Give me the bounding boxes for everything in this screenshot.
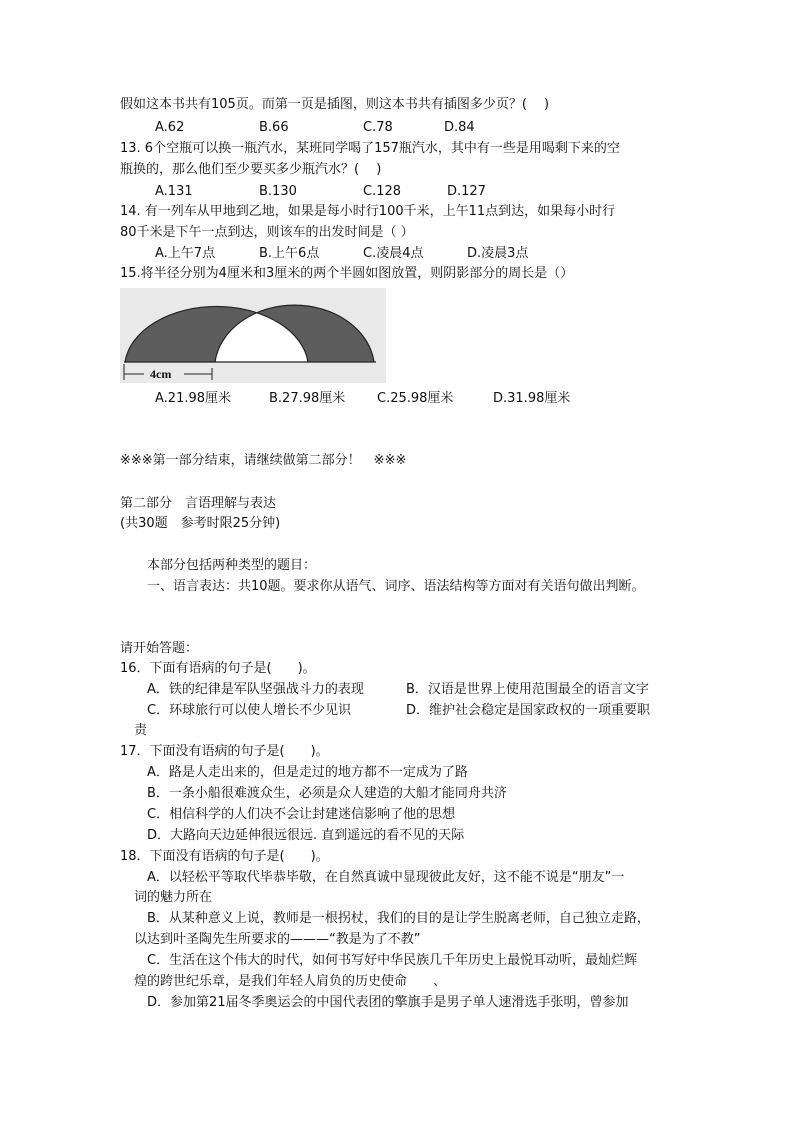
q16-option-d[interactable]: D．维护社会稳定是国家政权的一项重要职: [406, 703, 651, 718]
part2-title: 第二部分 言语理解与表达: [120, 496, 277, 511]
q17-stem: 17．下面没有语病的句子是( )。: [120, 744, 329, 759]
q15-stem: 15.将半径分别为4厘米和3厘米的两个半圆如图放置，则阴影部分的周长是（）: [120, 266, 574, 281]
q12-option-a[interactable]: A.62: [155, 120, 185, 135]
q14-option-d[interactable]: D.凌晨3点: [467, 246, 529, 261]
q16-stem: 16．下面有语病的句子是( )。: [120, 661, 316, 676]
q13-stem-line2: 瓶换的，那么他们至少要买多少瓶汽水？( ): [120, 162, 382, 177]
part2-intro: 本部分包括两种类型的题目：: [147, 558, 317, 573]
dimension-label: 4cm: [150, 367, 172, 381]
q18-option-a[interactable]: A．以轻松平等取代毕恭毕敬，在自然真诚中显现彼此友好，这不能不说是“朋友”一: [147, 870, 625, 885]
q18-option-a-cont: 词的魅力所在: [134, 890, 213, 905]
q13-option-d[interactable]: D.127: [447, 184, 486, 199]
q18-option-d[interactable]: D．参加第21届冬季奥运会的中国代表团的擎旗手是男子单人速滑选手张明，曾参加: [147, 995, 629, 1010]
q14-option-a[interactable]: A.上午7点: [155, 246, 216, 261]
q13-stem-line1: 13. 6个空瓶可以换一瓶汽水，某班同学喝了157瓶汽水，其中有一些是用喝剩下来的空: [120, 141, 620, 156]
q17-option-d[interactable]: D．大路向天边延伸很远很远. 直到遥远的看不见的天际: [147, 828, 465, 843]
q12-option-c[interactable]: C.78: [363, 120, 393, 135]
q13-option-c[interactable]: C.128: [363, 184, 402, 199]
q14-option-b[interactable]: B.上午6点: [259, 246, 320, 261]
q14-stem-line1: 14. 有一列车从甲地到乙地，如果是每小时行100千米，上午11点到达，如果每小时行: [120, 204, 616, 219]
q16-option-c[interactable]: C．环球旅行可以使人增长不少见识: [147, 703, 352, 718]
q16-option-d-cont: 责: [134, 723, 148, 738]
q13-option-b[interactable]: B.130: [259, 184, 297, 199]
q14-option-c[interactable]: C.凌晨4点: [363, 246, 424, 261]
q13-option-a[interactable]: A.131: [155, 184, 193, 199]
q15-option-b[interactable]: B.27.98厘米: [269, 391, 346, 406]
start-answering: 请开始答题：: [120, 641, 199, 656]
q18-option-b[interactable]: B．从某种意义上说，教师是一根拐杖，我们的目的是让学生脱离老师，自己独立走路，: [147, 911, 650, 926]
q12-option-d[interactable]: D.84: [444, 120, 475, 135]
q15-option-c[interactable]: C.25.98厘米: [377, 391, 454, 406]
part1-end-notice: ※※※第一部分结束，请继续做第二部分！ ※※※: [120, 453, 407, 468]
q17-option-c[interactable]: C．相信科学的人们决不会让封建迷信影响了他的思想: [147, 807, 456, 822]
q16-option-a[interactable]: A．铁的纪律是军队坚强战斗力的表现: [147, 682, 364, 697]
q12-stem: 假如这本书共有105页。而第一页是插图，则这本书共有插图多少页？( ): [120, 97, 550, 112]
q18-option-c[interactable]: C．生活在这个伟大的时代，如何书写好中华民族几千年历史上最悦耳动听，最灿烂辉: [147, 953, 638, 968]
q17-option-b[interactable]: B．一条小船很难渡众生，必须是众人建造的大船才能同舟共济: [147, 786, 507, 801]
q15-option-a[interactable]: A.21.98厘米: [155, 391, 232, 406]
q16-option-b[interactable]: B．汉语是世界上使用范围最全的语言文字: [406, 682, 649, 697]
q18-option-c-cont: 煌的跨世纪乐章，是我们年轻人肩负的历史使命 、: [134, 974, 447, 989]
q18-option-b-cont: 以达到叶圣陶先生所要求的———“教是为了不教”: [134, 932, 421, 947]
q12-option-b[interactable]: B.66: [259, 120, 289, 135]
q15-option-d[interactable]: D.31.98厘米: [493, 391, 571, 406]
q17-option-a[interactable]: A．路是人走出来的，但是走过的地方都不一定成为了路: [147, 765, 468, 780]
part2-subtitle: (共30题 参考时限25分钟): [120, 516, 281, 531]
q18-stem: 18．下面没有语病的句子是( )。: [120, 849, 329, 864]
semicircle-figure: [120, 288, 386, 383]
part2-type1: 一、语言表达：共10题。要求你从语气、词序、语法结构等方面对有关语句做出判断。: [147, 579, 645, 594]
semicircle-diagram: [120, 288, 386, 383]
q14-stem-line2: 80千米是下午一点到达，则该车的出发时间是（ ）: [120, 225, 414, 240]
